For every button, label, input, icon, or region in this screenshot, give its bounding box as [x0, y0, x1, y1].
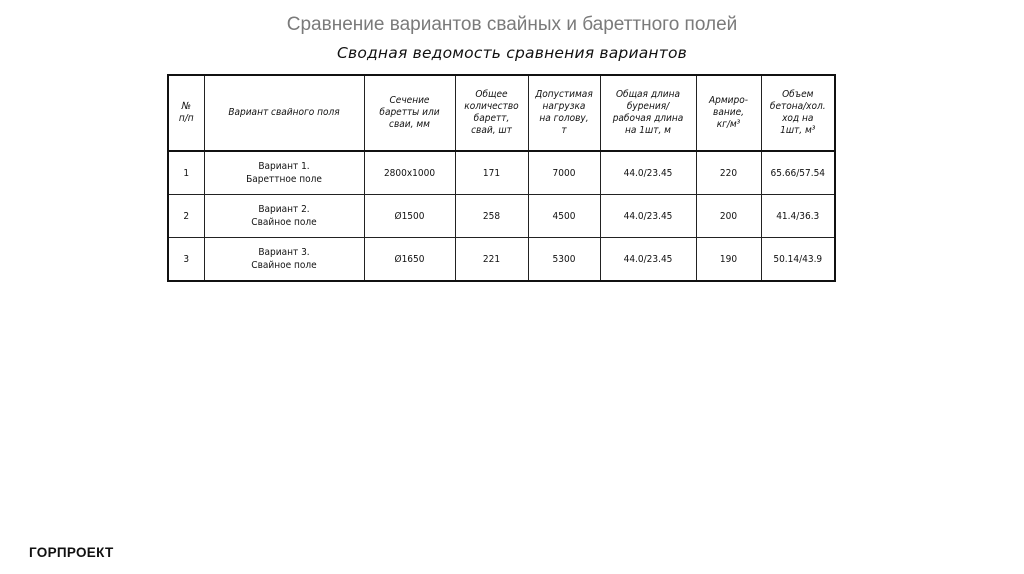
cell-variant: Вариант 2. Свайное поле: [204, 195, 364, 238]
cell-rebar: 200: [696, 195, 761, 238]
cell-section: 2800x1000: [364, 151, 455, 195]
header-cell-load: Допустимая нагрузка на голову, т: [528, 75, 600, 151]
header-cell-count: Общее количество баретт, свай, шт: [455, 75, 528, 151]
cell-load: 7000: [528, 151, 600, 195]
table-header-row: [168, 75, 835, 151]
cell-rebar: 190: [696, 238, 761, 282]
cell-volume: 65.66/57.54: [761, 151, 835, 195]
table-caption: Сводная ведомость сравнения вариантов: [336, 44, 688, 62]
cell-num: 3: [168, 238, 204, 282]
cell-load: 5300: [528, 238, 600, 282]
header-cell-num: № п/п: [168, 75, 204, 151]
cell-variant: Вариант 3. Свайное поле: [204, 238, 364, 282]
table-row: [168, 151, 835, 195]
cell-section: Ø1650: [364, 238, 455, 282]
header-cell-length: Общая длина бурения/ рабочая длина на 1шт, м: [600, 75, 696, 151]
header-cell-variant: Вариант свайного поля: [204, 75, 364, 151]
cell-variant: Вариант 1. Бареттное поле: [204, 151, 364, 195]
header-cell-rebar: Армиро- вание, кг/м³: [696, 75, 761, 151]
cell-count: 221: [455, 238, 528, 282]
cell-count: 171: [455, 151, 528, 195]
cell-volume: 50.14/43.9: [761, 238, 835, 282]
cell-volume: 41.4/36.3: [761, 195, 835, 238]
table-row: [168, 195, 835, 238]
cell-num: 1: [168, 151, 204, 195]
cell-rebar: 220: [696, 151, 761, 195]
cell-length: 44.0/23.45: [600, 238, 696, 282]
cell-num: 2: [168, 195, 204, 238]
cell-section: Ø1500: [364, 195, 455, 238]
cell-length: 44.0/23.45: [600, 151, 696, 195]
cell-length: 44.0/23.45: [600, 195, 696, 238]
slide-title: Сравнение вариантов свайных и бареттного полей: [286, 14, 738, 35]
table-row: [168, 238, 835, 282]
company-logo: ГОРПРОЕКТ: [29, 545, 114, 560]
header-cell-volume: Объем бетона/хол. ход на 1шт, м³: [761, 75, 835, 151]
cell-count: 258: [455, 195, 528, 238]
header-cell-section: Сечение баретты или сваи, мм: [364, 75, 455, 151]
comparison-table: [167, 74, 836, 282]
cell-load: 4500: [528, 195, 600, 238]
